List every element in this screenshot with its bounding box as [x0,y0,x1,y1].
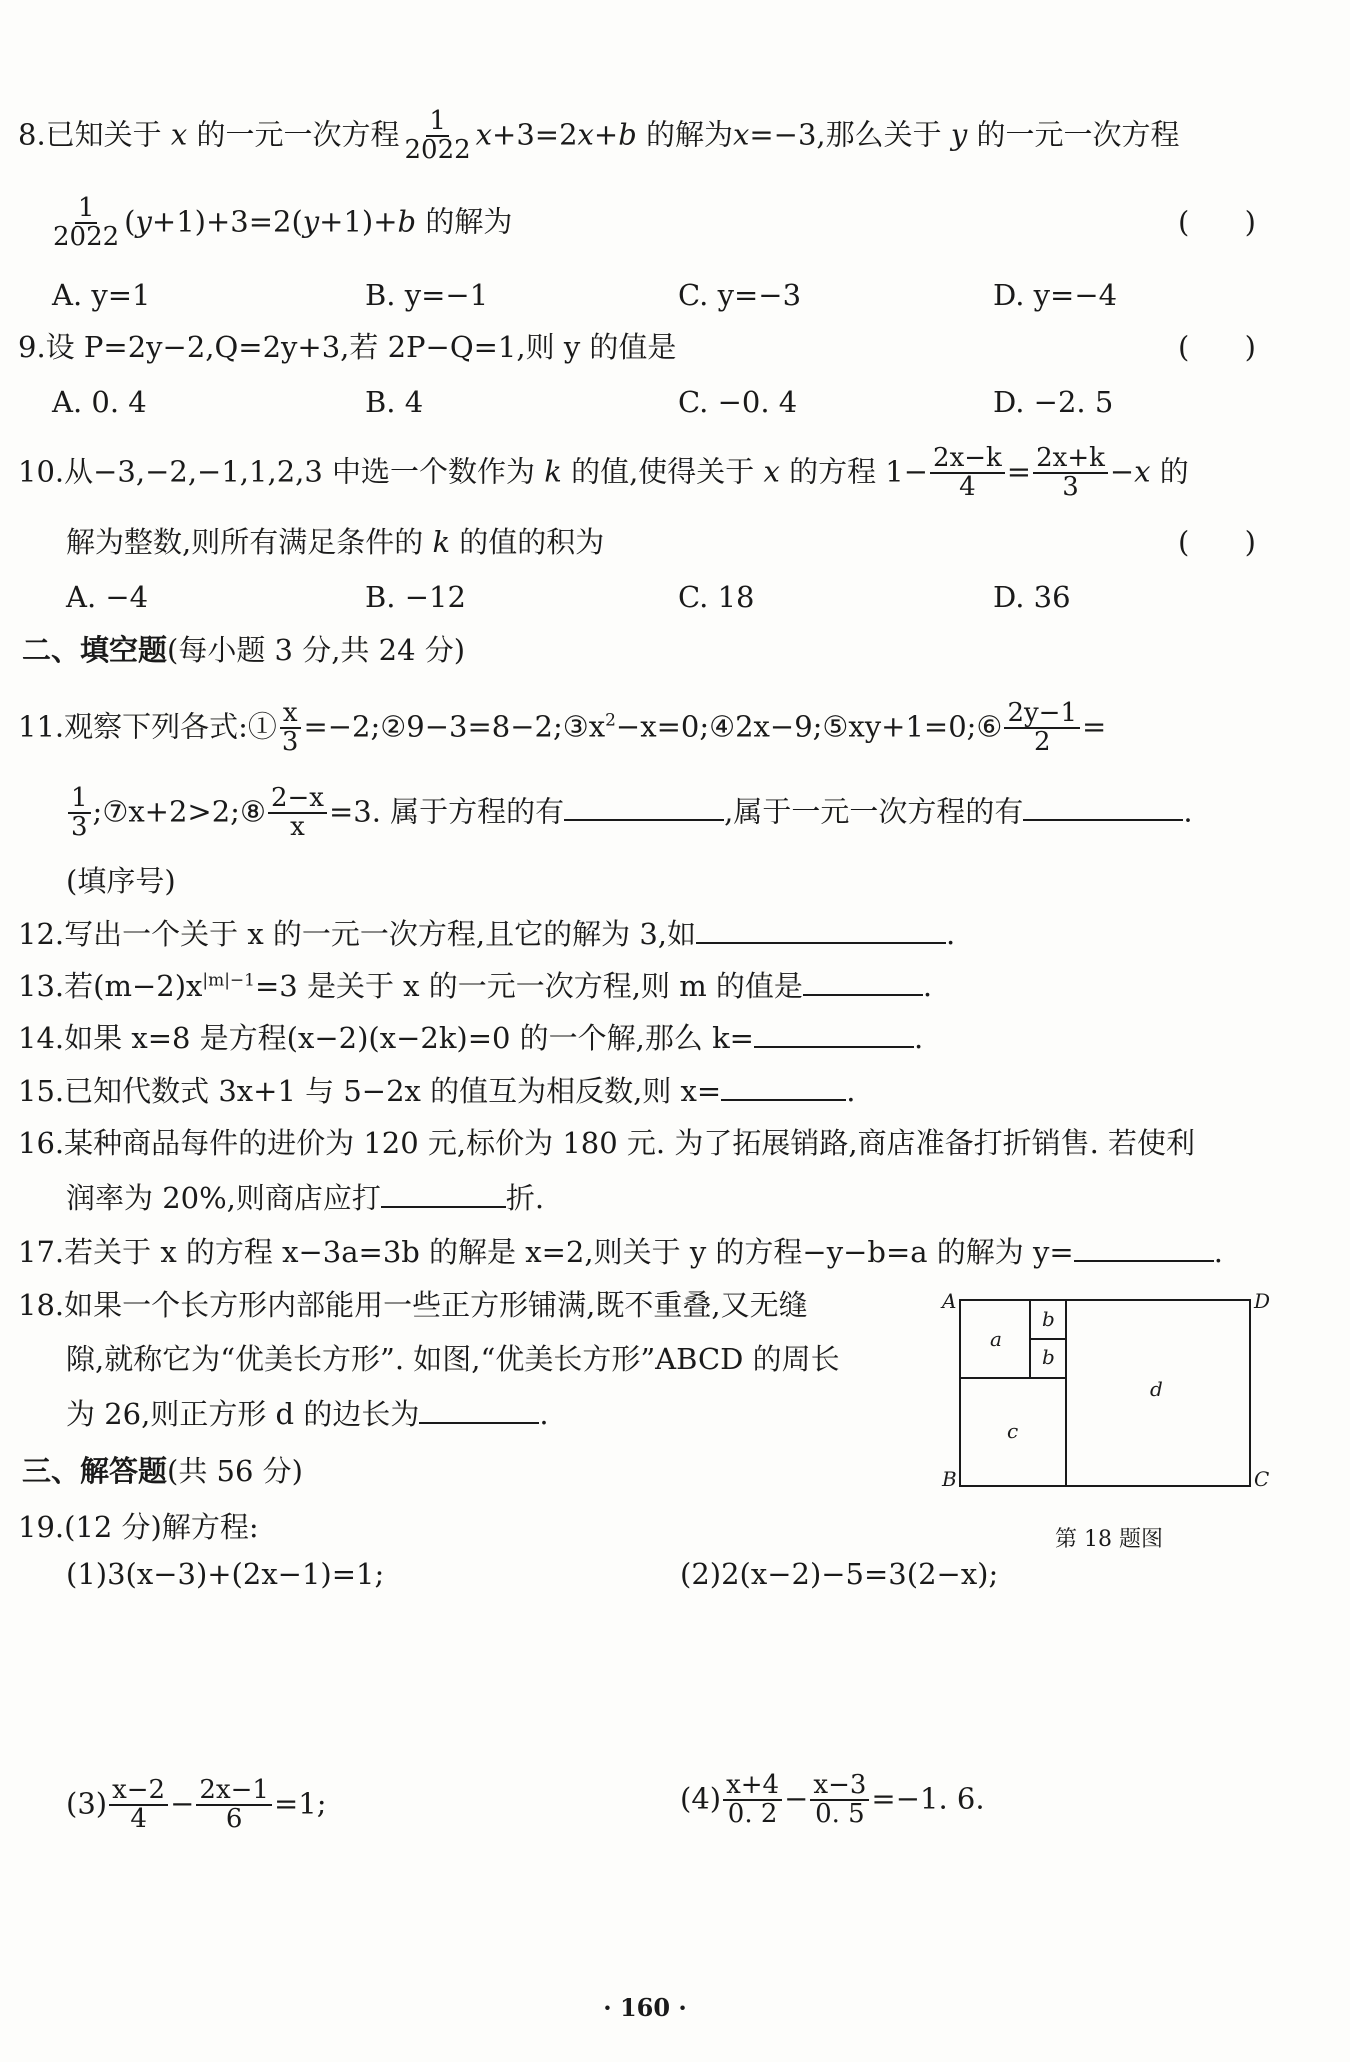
q16-number: 16. [18,1126,65,1160]
q10-line1 [18,445,1189,502]
q10-text: 的 [1159,454,1189,489]
q8-number: 8. [18,117,46,152]
q8-text: 已知关于 [45,117,162,152]
frac-numerator: 2y−1 [1004,700,1080,729]
q8-text: 的一元一次方程 [196,117,400,152]
q15-number: 15. [18,1074,65,1108]
q19-number: 19. [18,1510,65,1544]
q11-text: 观察下列各式:① [64,709,277,744]
vertex-label-b: B [942,1467,957,1491]
q11-text: ,属于一元一次方程的有 [724,794,1024,829]
q19-text: =−1. 6. [871,1781,985,1816]
section-3-heading [22,1454,303,1489]
answer-blank[interactable] [803,968,923,996]
q8-text: ( [124,204,136,239]
q10-answer-paren: ( ) [1178,525,1256,559]
q10-text: − [1109,454,1135,489]
q10-text: 的方程 1− [789,454,929,489]
q10-text: 的值的积为 [459,525,605,559]
frac-denominator: 4 [130,1804,147,1835]
frac-denominator: 2022 [404,135,471,166]
frac-numerator: 2x−1 [196,1777,272,1806]
q9-text: 设 P=2y−2,Q=2y+3,若 2P−Q=1,则 y 的值是 [45,330,677,364]
frac-numerator: x [280,700,301,729]
q8-line2 [48,195,512,252]
q11-fraction-4 [268,785,327,842]
q13-text: 若(m−2)x [64,969,203,1003]
q12-number: 12. [18,917,65,951]
q9-option-a: A. 0. 4 [52,385,147,419]
frac-denominator: 0. 5 [815,1799,865,1830]
q16-text: 折. [505,1181,545,1215]
frac-numerator: x+4 [723,1772,782,1801]
q10-text: 的值,使得关于 [571,454,755,489]
q8-text: 的解为 [425,204,513,239]
square-label-b2: b [1042,1345,1055,1369]
q17-line [18,1234,1223,1270]
q10-number: 10. [18,454,65,489]
frac-numerator: x−2 [109,1777,168,1806]
q13-number: 13. [18,969,65,1003]
q19-p3-fraction-2 [196,1777,272,1834]
q11-fraction-3 [68,785,91,842]
q12-text: 写出一个关于 x 的一元一次方程,且它的解为 3,如 [64,917,697,951]
answer-blank[interactable] [696,916,946,944]
q8-answer-paren: ( ) [1178,205,1256,239]
q8-line1 [18,108,1180,165]
frac-denominator: 0. 2 [727,1799,778,1830]
q19-p4-fraction-2 [810,1772,869,1829]
frac-numerator: 1 [75,195,98,224]
square-label-b1: b [1042,1307,1055,1331]
rectangle-abcd [960,1300,1250,1486]
q8-text: +1)+ [319,204,398,239]
answer-blank[interactable] [419,1396,539,1424]
q11-text: . [1183,794,1193,829]
figure-caption: 第 18 题图 [1055,1527,1163,1552]
q11-fraction-2 [1004,700,1080,757]
frac-numerator: 2x+k [1033,445,1108,474]
q18-text: 为 26,则正方形 d 的边长为 [66,1397,420,1431]
vertex-label-a: A [942,1290,957,1313]
q9-number: 9. [18,330,46,364]
frac-numerator: x−3 [810,1772,869,1801]
q19-part-2: (2)2(x−2)−5=3(2−x); [680,1557,999,1591]
var-x: x [170,117,188,152]
q16-line1 [18,1126,1195,1161]
q10-option-c: C. 18 [678,580,755,614]
var-x: x [1134,454,1151,489]
q13-text: =3 是关于 x 的一元一次方程,则 m 的值是 [255,969,803,1003]
q9-line [18,330,676,365]
page-number: · 160 · [603,1993,687,2022]
frac-numerator: 1 [68,785,91,814]
q11-text: ;⑦x+2>2;⑧ [92,794,266,829]
q17-text: 若关于 x 的方程 x−3a=3b 的解是 x=2,则关于 y 的方程−y−b=a 的解为 y= [64,1235,1074,1269]
answer-blank[interactable] [381,1180,506,1208]
frac-numerator: 1 [426,108,449,137]
q11-text: = [1082,709,1107,744]
section-title: 二、填空题 [22,633,168,667]
q11-line2 [66,785,1193,842]
q12-text: . [946,917,956,951]
q8-option-a: A. y=1 [52,278,151,312]
q14-line [18,1020,923,1056]
q15-text: . [846,1074,856,1108]
var-x: x [577,117,594,152]
q14-text: 如果 x=8 是方程(x−2)(x−2k)=0 的一个解,那么 k= [64,1021,754,1055]
var-b: b [397,204,417,239]
var-x: x [733,117,750,152]
frac-numerator: 2x−k [930,445,1005,474]
var-b: b [618,117,637,152]
q19-text: − [784,1781,809,1816]
frac-denominator: 3 [71,812,88,843]
q16-line2 [66,1180,544,1216]
vertex-label-c: C [1254,1467,1270,1491]
q19-p4-fraction-1 [723,1772,782,1829]
square-label-d: d [1150,1377,1163,1401]
q19-part-3 [66,1777,326,1834]
frac-denominator: 3 [281,727,299,758]
q10-fraction-1 [930,445,1005,502]
q9-option-c: C. −0. 4 [678,385,798,419]
q18-text: . [539,1397,549,1431]
var-x: x [475,117,493,152]
frac-denominator: 6 [225,1804,243,1835]
q18-line1 [18,1288,808,1323]
q16-text: 某种商品每件的进价为 120 元,标价为 180 元. 为了拓展销路,商店准备打折销售. 若使利 [64,1126,1196,1160]
q19-text: (4) [680,1781,722,1816]
q19-text: (3) [66,1786,108,1821]
frac-denominator: 2022 [53,222,120,253]
answer-blank[interactable] [721,1073,846,1101]
vertex-label-d: D [1254,1290,1270,1313]
q11-line3: (填序号) [66,864,176,898]
var-k: k [432,525,451,559]
answer-blank[interactable] [1074,1234,1214,1262]
q17-number: 17. [18,1235,65,1269]
q19-part-4 [680,1772,985,1829]
q9-option-b: B. 4 [365,385,424,419]
var-x: x [763,454,780,489]
q8-text: + [593,117,619,152]
q15-line [18,1073,855,1109]
q19-text: =1; [273,1786,327,1821]
q10-option-d: D. 36 [993,580,1071,614]
var-y: y [135,204,152,239]
q10-text: 从−3,−2,−1,1,2,3 中选一个数作为 [64,454,536,489]
q18-line3 [66,1396,549,1432]
q17-text: . [1213,1235,1223,1269]
q19-text: − [170,1786,195,1821]
q8-fraction [402,108,474,165]
q13-line [18,968,932,1004]
q18-number: 18. [18,1288,65,1322]
q16-text: 润率为 20%,则商店应打 [66,1181,381,1215]
answer-blank[interactable] [754,1020,914,1048]
answer-blank[interactable] [1023,793,1183,821]
q8-option-d: D. y=−4 [993,278,1118,312]
q11-text: =3. 属于方程的有 [328,794,565,829]
answer-blank[interactable] [564,793,724,821]
q19-p3-fraction-1 [109,1777,168,1834]
q10-option-a: A. −4 [66,580,149,614]
q8-text: +3=2 [492,117,578,152]
q19-part-1: (1)3(x−3)+(2x−1)=1; [66,1557,385,1591]
section-2-heading [22,633,465,668]
q14-text: . [913,1021,924,1055]
var-k: k [544,454,562,489]
square-label-c: c [1007,1419,1019,1443]
q10-fraction-2 [1033,445,1108,502]
q18-line2: 隙,就称它为“优美长方形”. 如图,“优美长方形”ABCD 的周长 [66,1342,840,1376]
var-y: y [302,204,320,239]
frac-numerator: 2−x [268,785,327,814]
q15-text: 已知代数式 3x+1 与 5−2x 的值互为相反数,则 x= [64,1074,722,1108]
q9-answer-paren: ( ) [1178,330,1256,364]
exponent: 2 [605,710,616,731]
q8-option-c: C. y=−3 [678,278,802,312]
q14-number: 14. [18,1021,65,1055]
section-note: (共 56 分) [167,1454,303,1488]
q8-fraction [50,195,122,252]
frac-denominator: 3 [1062,472,1079,503]
square-label-a: a [990,1327,1002,1351]
q11-number: 11. [18,709,65,744]
q12-line [18,916,955,952]
q11-text: =−2;②9−3=8−2;③x [303,709,606,744]
q11-fraction-1 [279,700,302,757]
q19-line [18,1510,259,1545]
section-title: 三、解答题 [22,1454,168,1488]
frac-denominator: 4 [959,472,976,503]
q10-option-b: B. −12 [365,580,466,614]
q8-option-b: B. y=−1 [365,278,489,312]
q8-text: +1)+3=2( [151,204,303,239]
var-y: y [950,117,968,152]
figure-18 [940,1290,1270,1510]
q8-text: 的一元一次方程 [976,117,1180,152]
q8-text: =−3,那么关于 [749,117,942,152]
q8-text: 的解为 [646,117,734,152]
q11-text: −x=0;④2x−9;⑤xy+1=0;⑥ [615,709,1003,744]
q10-line2 [66,525,604,560]
q13-text: . [922,969,933,1003]
q18-text: 如果一个长方形内部能用一些正方形铺满,既不重叠,又无缝 [64,1288,808,1322]
frac-denominator: 2 [1033,727,1051,758]
q9-option-d: D. −2. 5 [993,385,1114,419]
exponent: |m|−1 [202,970,255,991]
frac-denominator: x [290,812,305,843]
q11-line1 [18,700,1106,757]
q10-text: = [1006,454,1032,489]
section-note: (每小题 3 分,共 24 分) [167,633,466,667]
q19-text: (12 分)解方程: [64,1510,259,1544]
q10-text: 解为整数,则所有满足条件的 [66,525,424,559]
